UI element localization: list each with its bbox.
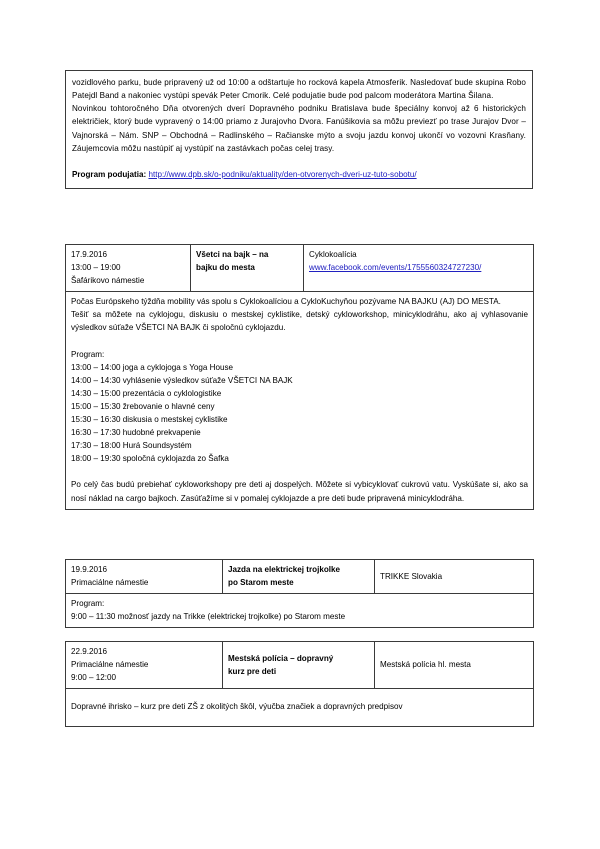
- program-link[interactable]: http://www.dpb.sk/o-podniku/aktuality/den-otvorenych-dveri-uz-tuto-sobotu/: [148, 169, 417, 179]
- event-program-item: 14:30 – 15:00 prezentácia o cyklologistike: [71, 388, 222, 398]
- intro-paragraph-2: Novinkou tohtoročného Dňa otvorených dverí Dopravného podniku Bratislava bude špeciálny konvoj až 6 historických električiek, ktorý bude vypravený o 14:00 priamo z Jurajovho Dvora. Fanúšikovia sa môžu previezť po trase Jurajov Dvor – Vajnorská – Nám. SNP – Obchodná – Radlinského – Račianske mýto a svoju jazdu konvoj ukončí vo vozovni Krasňany. Záujemcovia môžu nastúpiť aj vystúpiť na zastávkach počas celej trasy.: [72, 104, 526, 153]
- event-body-spacer-2: [71, 465, 528, 478]
- event-program-item: 15:30 – 16:30 diskusia o mestskej cyklistike: [71, 415, 228, 425]
- event-title-line-1: Jazda na elektrickej trojkolke: [228, 565, 341, 574]
- event-table-1: [65, 244, 534, 510]
- event-date: 22.9.2016: [71, 647, 108, 656]
- event-program-item: 14:00 – 14:30 vyhlásenie výsledkov súťaže VŠETCI NA BAJK: [71, 375, 293, 385]
- intro-paragraph-1: vozidlového parku, bude pripravený už od 10:00 a odštartuje ho rocková kapela Atmosferik. Nasledovať bude skupina Robo Patejdl Band a nakoniec vystúpi spevák Peter Cmorik. Celé podujatie bude pod palcom moderátora Martina Šilana.: [72, 78, 526, 101]
- event-table-2: [65, 559, 534, 628]
- event-organizer: Cyklokoalícia: [309, 250, 357, 259]
- event-organizer: Mestská polícia hl. mesta: [380, 660, 471, 670]
- event-title-line-2: bajku do mesta: [196, 263, 255, 273]
- event-program-item: 15:00 – 15:30 žrebovanie o hlavné ceny: [71, 401, 215, 411]
- event-body-paragraph-1: Počas Európskeho týždňa mobility vás spolu s Cyklokoalíciou a CykloKuchyňou pozývame NA BAJKU (AJ) DO MESTA.: [71, 297, 501, 307]
- event-program-item: 17:30 – 18:00 Hurá Soundsystém: [71, 441, 192, 451]
- intro-text-box: [65, 70, 533, 189]
- event-organizer-cell: [304, 245, 534, 292]
- event-when-where-cell: [66, 245, 191, 292]
- intro-program-line: [72, 168, 526, 181]
- event-body-paragraph-3: Po celý čas budú prebiehať cykloworkshopy pre deti aj dospelých. Môžete si vybicyklovať cukrovú vatu. Vyskúšate si, ako sa nosí náklad na cargo bajkoch. Zasúťažíme si v pomalej cyklojazde a pre deti bude pripravená minicyklodráha.: [71, 480, 528, 503]
- event-table-3: [65, 641, 534, 727]
- event-organizer-cell: [375, 642, 534, 689]
- event-title-line-2: kurz pre deti: [228, 666, 277, 676]
- table-row: [66, 642, 534, 689]
- event-when-where-cell: [66, 560, 223, 594]
- event-title-line-2: po Starom meste: [228, 578, 294, 588]
- table-row: [66, 689, 534, 726]
- table-row: [66, 560, 534, 594]
- event-place: Primaciálne námestie: [71, 578, 149, 588]
- event-program-item: 9:00 – 11:30 možnosť jazdy na Trikke (elektrickej trojkolke) po Starom meste: [71, 612, 346, 622]
- event-program-item: 16:30 – 17:30 hudobné prekvapenie: [71, 428, 201, 438]
- event-organizer: TRIKKE Slovakia: [380, 571, 443, 581]
- event-body-paragraph-1: Dopravné ihrisko – kurz pre deti ZŠ z okolitých škôl, výučba značiek a dopravných predpisov: [71, 702, 403, 712]
- table-row: [66, 245, 534, 292]
- event-time: 9:00 – 12:00: [71, 673, 117, 683]
- event-title-line-1: Mestská polícia – dopravný: [228, 653, 334, 663]
- event-date: 17.9.2016: [71, 250, 108, 259]
- intro-spacer: [72, 155, 526, 168]
- table-row: [66, 292, 534, 509]
- event-place: Primaciálne námestie: [71, 660, 149, 670]
- event-body-cell: [66, 689, 534, 726]
- event-body-spacer-1: [71, 335, 528, 348]
- event-time: 13:00 – 19:00: [71, 263, 121, 273]
- event-program-item: 18:00 – 19:30 spoločná cyklojazda zo Šafka: [71, 454, 229, 464]
- event-title-line-1: Všetci na bajk – na: [196, 250, 269, 259]
- event-title-cell: [223, 560, 375, 594]
- event-title-cell: [191, 245, 304, 292]
- program-label: Program podujatia:: [72, 169, 147, 179]
- event-body-cell: [66, 292, 534, 509]
- event-title-cell: [223, 642, 375, 689]
- event-when-where-cell: [66, 642, 223, 689]
- event-place: Šafárikovo námestie: [71, 276, 145, 286]
- table-row: [66, 594, 534, 628]
- event-date: 19.9.2016: [71, 565, 108, 574]
- event-program-label: Program:: [71, 599, 105, 609]
- event-body-paragraph-2: Tešiť sa môžete na cyklojogu, diskusiu o mestskej cyklistike, detský cykloworkshop, minicyklodráhu, ako aj vyhlasovanie výsledkov súťaže VŠETCI NA BAJK či spoločnú cyklojazdu.: [71, 310, 528, 333]
- event-organizer-link[interactable]: www.facebook.com/events/1755560324727230/: [309, 263, 482, 273]
- event-organizer-cell: [375, 560, 534, 594]
- event-body-cell: [66, 594, 534, 628]
- event-program-item: 13:00 – 14:00 joga a cyklojoga s Yoga House: [71, 362, 234, 372]
- event-program-label: Program:: [71, 349, 105, 359]
